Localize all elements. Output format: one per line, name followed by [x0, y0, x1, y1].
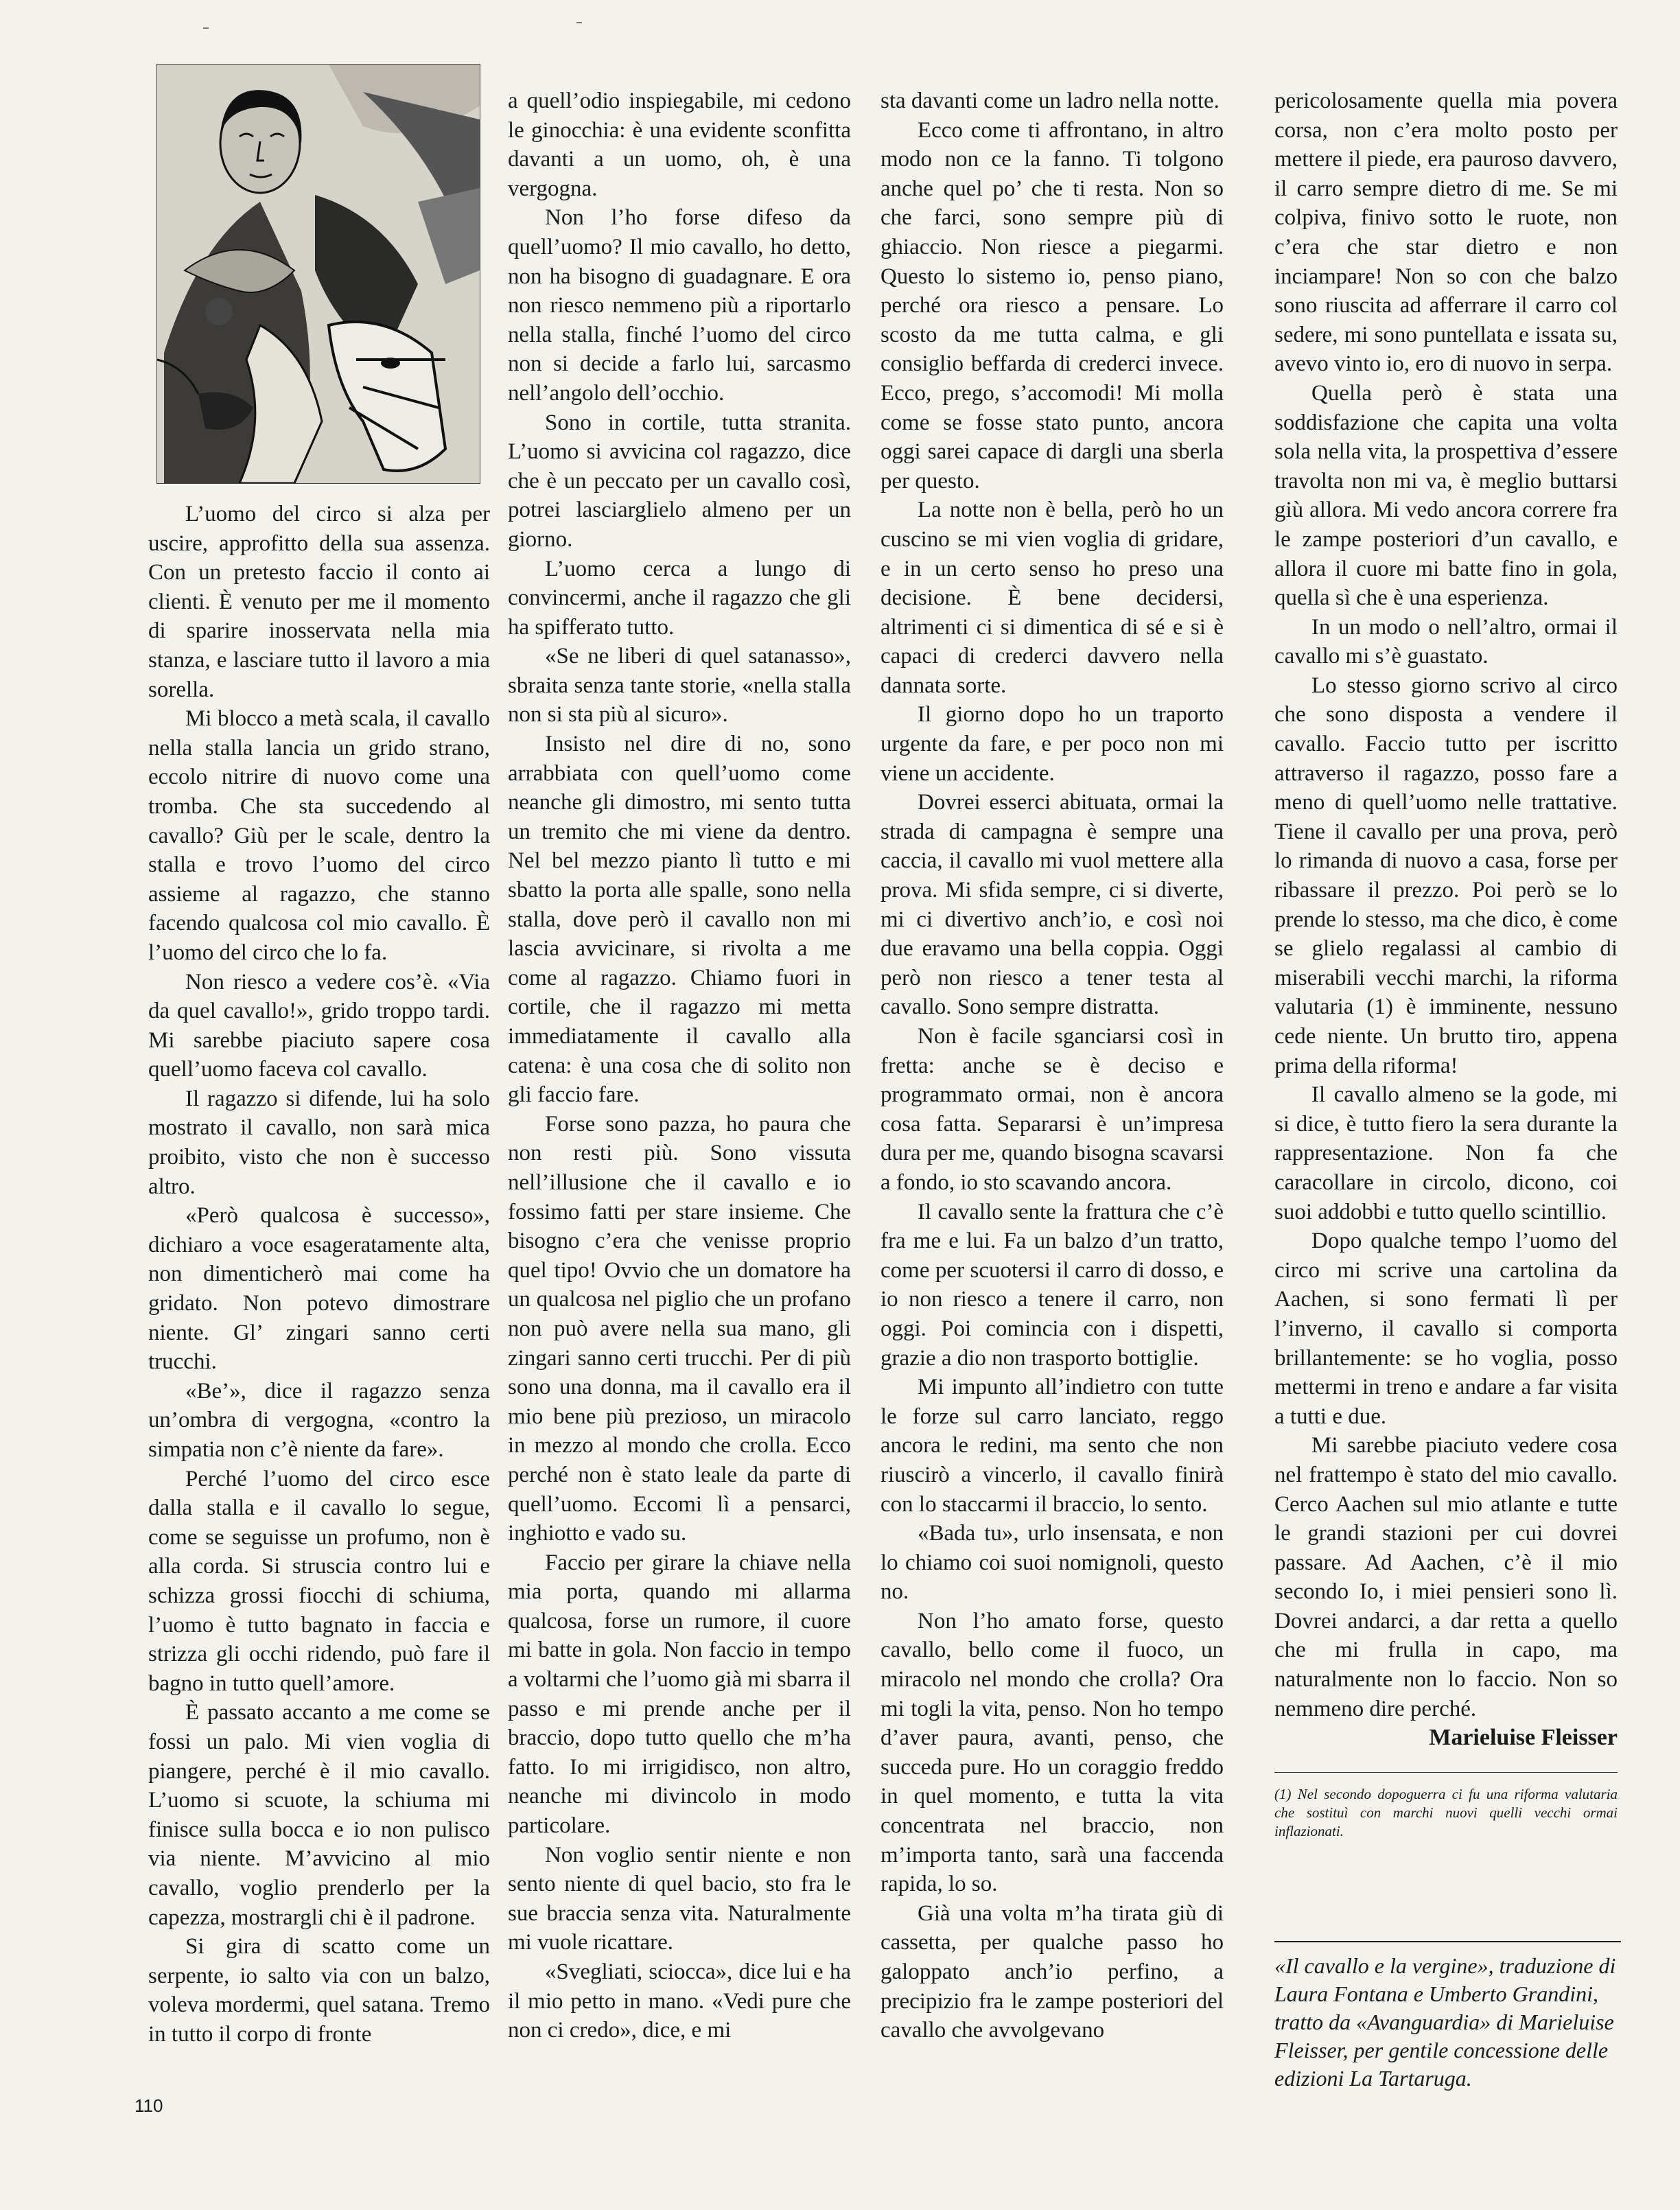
paragraph: In un modo o nell’altro, ormai il cavallo mi s’è guastato. [1274, 614, 1618, 669]
paragraph: Forse sono pazza, ho paura che non resti più. Sono vissuta nell’illusione che il cavallo e io fossimo fatti per stare insieme. Che bisogno c’era che venisse proprio quel tipo! Ovvio che un domatore ha un qualcosa nel piglio che un profano non può avere nella sua mano, gli zingari sanno certi trucchi. Per di più sono una donna, ma il cavallo era il mio bene più prezioso, un miracolo in mezzo al mondo che crolla. Ecco perché non è stato leale da parte di quell’uomo. Eccomi lì a pensarci, inghiotto e vado su. [508, 1111, 851, 1546]
paragraph: Non è facile sganciarsi così in fretta: anche se è deciso e programmato ormai, non è ancora cosa fatta. Separarsi è un’impresa dura per me, quando bisogna scavarsi a fondo, io sto scavando ancora. [880, 1024, 1224, 1195]
paragraph: «Be’», dice il ragazzo senza un’ombra di vergogna, «contro la simpatia non c’è niente da fare». [148, 1378, 490, 1462]
paragraph: L’uomo del circo si alza per uscire, approfitto della sua assenza. Con un pretesto faccio il conto ai clienti. È venuto per me il momento di sparire inosservata nella mia stanza, e lasciare tutto il lavoro a mia sorella. [148, 502, 490, 702]
paragraph: Dopo qualche tempo l’uomo del circo mi scrive una cartolina da Aachen, si sono fermati lì per l’inverno, il cavallo si comporta brillantemente: se ho voglia, posso mettermi in treno e andare a far visita a tutti e due. [1274, 1229, 1618, 1429]
text-column-3 [880, 86, 1224, 2045]
paragraph: Dovrei esserci abituata, ormai la strada di campagna è sempre una caccia, il cavallo mi vuol mettere alla prova. Mi sfida sempre, ci si diverte, mi ci divertivo anch’io, e così noi due eravamo una bella coppia. Oggi però non riesco a tener testa al cavallo. Sono sempre distratta. [880, 790, 1224, 1020]
paragraph: Sono in cortile, tutta stranita. L’uomo si avvicina col ragazzo, dice che è un peccato per un cavallo così, potrei lasciarglielo almeno per un giorno. [508, 410, 851, 552]
translation-credits: «Il cavallo e la vergine», traduzione di Laura Fontana e Umberto Grandini, tratto da «Avanguardia» di Marieluise Fleisser, per gentile concessione delle edizioni La Tartaruga. [1274, 1941, 1621, 2093]
paragraph: Il giorno dopo ho un traporto urgente da fare, e per poco non mi viene un accidente. [880, 702, 1224, 786]
text-column-1 [148, 500, 490, 2049]
paragraph: pericolosamente quella mia povera corsa, non c’era molto posto per mettere il piede, era pauroso davvero, il carro sempre dietro di me. Se mi colpiva, finivo sotto le ruote, non c’era che star dietro e non inciampare! Non so con che balzo sono riuscita ad afferrare il carro col sedere, mi sono puntellata e issata su, avevo vinto io, ero di nuovo in serpa. [1274, 89, 1618, 377]
woman-and-horse-illustration [156, 64, 480, 484]
print-mark [203, 27, 209, 29]
author-signature: Marieluise Fleisser [1429, 1725, 1618, 1751]
page-number: 110 [135, 2095, 163, 2116]
paragraph: Faccio per girare la chiave nella mia porta, quando mi allarma qualcosa, forse un rumore, il cuore mi batte in gola. Non faccio in tempo a voltarmi che l’uomo già mi sbarra il passo e mi prende anche per il braccio, dopo tutto quello che m’ha fatto. Io mi irrigidisco, non altro, neanche mi divincolo in modo particolare. [508, 1550, 851, 1839]
paragraph: Non riesco a vedere cos’è. «Via da quel cavallo!», grido troppo tardi. Mi sarebbe piaciuto sapere cosa quell’uomo faceva col cavallo. [148, 969, 490, 1082]
paragraph: Perché l’uomo del circo esce dalla stalla e il cavallo lo segue, come se seguisse un profumo, non è alla corda. Si struscia contro lui e schizza grossi fiocchi di schiuma, l’uomo è tutto bagnato in faccia e strizza gli occhi ridendo, può fare il bagno in tutto quell’amore. [148, 1466, 490, 1696]
paragraph: Non voglio sentir niente e non sento niente di quel bacio, sto fra le sue braccia senza vita. Naturalmente mi vuole ricattare. [508, 1842, 851, 1955]
paragraph: a quell’odio inspiegabile, mi cedono le ginocchia: è una evidente sconfitta davanti a un uomo, oh, è una vergogna. [508, 89, 851, 201]
paragraph: Già una volta m’ha tirata giù di cassetta, per qualche passo ho galoppato anch’io perfino, a precipizio fra le zampe posteriori del cavallo che avvolgevano [880, 1900, 1224, 2043]
paragraph: «Svegliati, sciocca», dice lui e ha il mio petto in mano. «Vedi pure che non ci credo», dice, e mi [508, 1959, 851, 2043]
paragraph: Ecco come ti affrontano, in altro modo non ce la fanno. Ti tolgono anche quel po’ che ti resta. Non so che farci, sono sempre più di ghiaccio. Non riesce a piegarmi. Questo lo sistemo io, penso piano, perché ora riesco a pensare. Lo scosto da me tutta calma, e gli consiglio beffarda di crederci invece. Ecco, prego, s’accomodi! Mi molla come se fosse stato punto, ancora oggi sarei capace di dargli una sberla per questo. [880, 117, 1224, 493]
print-mark [576, 22, 582, 23]
paragraph: La notte non è bella, però ho un cuscino se mi vien voglia di gridare, e in un certo senso ho preso una decisione. È bene decidersi, altrimenti ci si dimentica di sé e si è capaci di crederci davvero nella dannata sorte. [880, 498, 1224, 698]
paragraph: Il cavallo almeno se la gode, mi si dice, è tutto fiero la sera durante la rappresentazione. Non fa che caracollare in circolo, dicono, coi suoi addobbi e tutto quello scintillio. [1274, 1082, 1618, 1224]
paragraph: Mi blocco a metà scala, il cavallo nella stalla lancia un grido strano, eccolo nitrire di nuovo come una tromba. Che sta succedendo al cavallo? Giù per le scale, dentro la stalla e trovo l’uomo del circo assieme al ragazzo, che stanno facendo qualcosa col mio cavallo. È l’uomo del circo che lo fa. [148, 706, 490, 965]
paragraph: sta davanti come un ladro nella notte. [880, 89, 1220, 113]
paragraph: «Bada tu», urlo insensata, e non lo chiamo coi suoi nomignoli, questo no. [880, 1521, 1224, 1605]
paragraph: Quella però è stata una soddisfazione che capita una volta sola nella vita, la prospettiva d’essere travolta non mi va, è meglio buttarsi giù allora. Mi vedo ancora correre fra le zampe posteriori d’un cavallo, e allora il cuore mi batte fino in gola, quella sì che è una esperienza. [1274, 380, 1618, 611]
paragraph: Insisto nel dire di no, sono arrabbiata con quell’uomo come neanche gli dimostro, mi sento tutta un tremito che mi viene da dentro. Nel bel mezzo pianto lì tutto e mi sbatto la porta alle spalle, sono nella stalla, dove però il cavallo non mi lascia avvicinare, si rivolta a me come al ragazzo. Chiamo fuori in cortile, che il ragazzo mi metta immediatamente il cavallo alla catena: è una cosa che di solito non gli faccio fare. [508, 732, 851, 1108]
paragraph: Il cavallo sente la frattura che c’è fra me e lui. Fa un balzo d’un tratto, come per scuotersi il carro di dosso, e io non riesco a tenere il carro, non oggi. Poi comincia con i dispetti, grazie a dio non trasporto bottiglie. [880, 1199, 1224, 1371]
text-column-4 [1274, 86, 1618, 1841]
paragraph: Mi sarebbe piaciuto vedere cosa nel frattempo è stato del mio cavallo. Cerco Aachen sul mio atlante e tutte le grandi stazioni per cui dovrei passare. Ad Aachen, c’è il mio secondo Io, i miei pensieri sono lì. Dovrei andarci, a dar retta a quello che mi frulla in capo, ma naturalmente non lo faccio. Non so nemmeno dire perché. [1274, 1433, 1618, 1721]
paragraph: Lo stesso giorno scrivo al circo che sono disposta a vendere il cavallo. Faccio tutto per iscritto attraverso il ragazzo, posso fare a meno di quell’uomo nelle trattative. Tiene il cavallo per una prova, però lo rimanda di nuovo a casa, forse per ribassare il prezzo. Poi però se lo prende lo stesso, ma che dico, è come se glielo regalassi al cambio di miserabili vecchi marchi, la riforma valutaria (1) è imminente, nessuno cede niente. Un brutto tiro, appena prima della riforma! [1274, 673, 1618, 1078]
paragraph: Il ragazzo si difende, lui ha solo mostrato il cavallo, non sarà mica proibito, visto che non è successo altro. [148, 1086, 490, 1199]
paragraph: L’uomo cerca a lungo di convincermi, anche il ragazzo che gli ha spifferato tutto. [508, 556, 851, 640]
footnote: (1) Nel secondo dopoguerra ci fu una riforma valutaria che sostituì con marchi nuovi quelli vecchi ormai inflazionati. [1274, 1772, 1618, 1841]
paragraph: Non l’ho forse difeso da quell’uomo? Il mio cavallo, ho detto, non ha bisogno di guadagnare. E ora non riesco nemmeno più a riportarlo nella stalla, finché l’uomo del circo non si decide a farlo lui, sarcasmo nell’angolo dell’occhio. [508, 205, 851, 406]
paragraph: Mi impunto all’indietro con tutte le forze sul carro lanciato, reggo ancora le redini, ma sento che non riuscirò a vincerlo, il cavallo finirà con lo staccarmi il braccio, lo sento. [880, 1375, 1224, 1517]
paragraph: «Se ne liberi di quel satanasso», sbraita senza tante storie, «nella stalla non si sta più al sicuro». [508, 644, 851, 728]
text-column-2 [508, 86, 851, 2045]
paragraph: «Però qualcosa è successo», dichiaro a voce esageratamente alta, non dimenticherò mai come ha gridato. Non potevo dimostrare niente. Gl’ zingari sanno certi trucchi. [148, 1203, 490, 1375]
paragraph: È passato accanto a me come se fossi un palo. Mi vien voglia di piangere, perché è il mio cavallo. L’uomo si scuote, la schiuma mi finisce sulla bocca e io non pulisco via niente. M’avvicino al mio cavallo, voglio prenderlo per la capezza, mostrargli chi è il padrone. [148, 1700, 490, 1930]
paragraph: Non l’ho amato forse, questo cavallo, bello come il fuoco, un miracolo nel mondo che crolla? Ora mi togli la vita, penso. Non ho tempo d’aver paura, avanti, penso, che succeda pure. Ho un coraggio freddo in quel momento, e tutta la vita concentrata nel braccio, non m’importa tanto, sarà una faccenda rapida, lo so. [880, 1608, 1224, 1897]
paragraph: Si gira di scatto come un serpente, io salto via con un balzo, voleva mordermi, quel satana. Tremo in tutto il corpo di fronte [148, 1934, 490, 2047]
